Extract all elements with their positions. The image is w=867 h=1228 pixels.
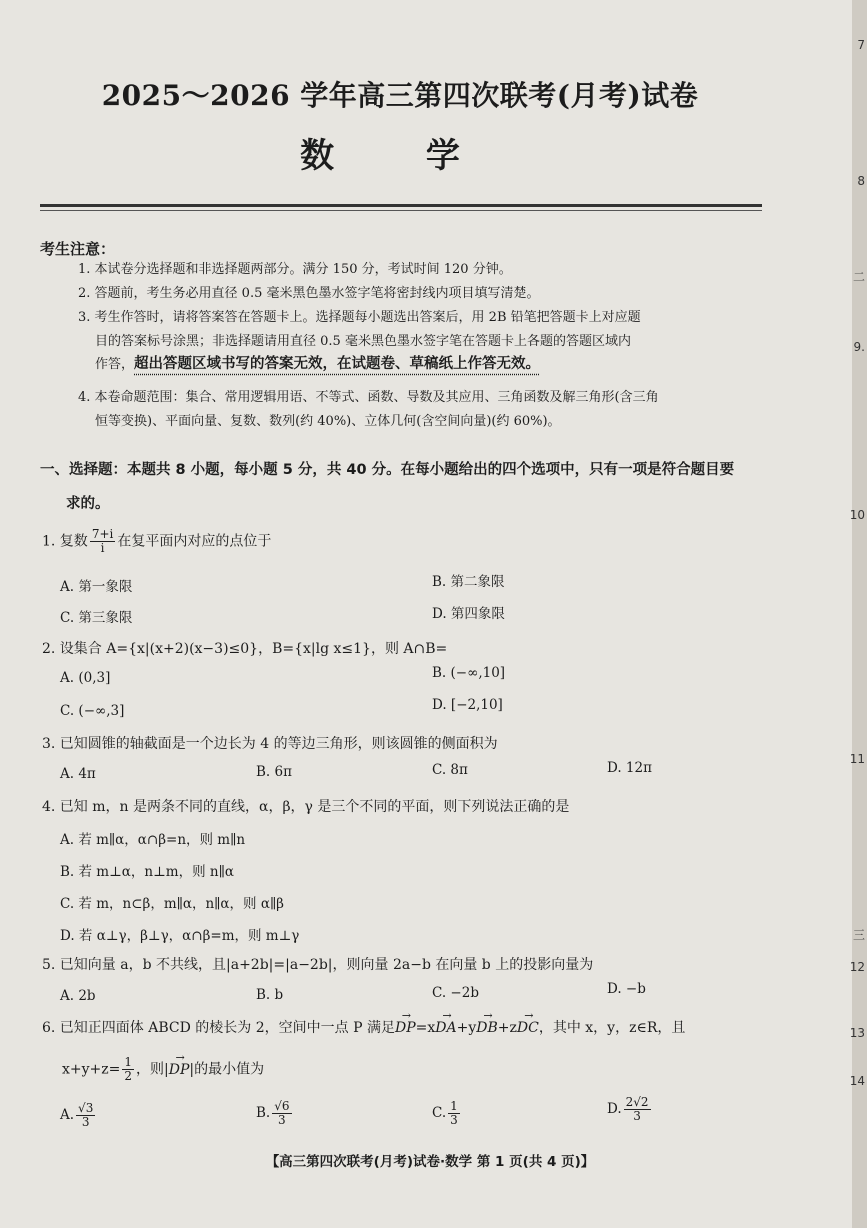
exam-subject: 数 学 <box>300 136 500 176</box>
q6-option-d: D. $\frac{2√2}{3}$ <box>607 1095 649 1123</box>
vector-dp-2: → DP <box>169 1062 190 1078</box>
notice-heading: 考生注意： <box>40 240 116 258</box>
q3-option-a: A. 4π <box>60 766 96 782</box>
vector-dp: → DP <box>395 1020 416 1036</box>
q4-option-c: C. 若 m，n⊂β，m∥α，n∥α，则 α∥β <box>60 896 284 912</box>
vector-dc: → DC <box>517 1020 539 1036</box>
exam-title: 2025～2026 学年高三第四次联考(月考)试卷 <box>101 79 699 112</box>
q6-half-fraction: $\frac{1}{2}$ <box>124 1055 133 1083</box>
edge-mark: 7 <box>857 38 865 52</box>
notice-warning: 超出答题区域书写的答案无效，在试题卷、草稿纸上作答无效。 <box>134 356 541 372</box>
page-footer: 【高三第四次联考(月考)试卷·数学 第 1 页(共 4 页)】 <box>265 1154 595 1170</box>
notice-item-1: 1. 本试卷分选择题和非选择题两部分。满分 150 分，考试时间 120 分钟。 <box>78 262 512 277</box>
notice-item-2: 2. 答题前，考生务必用直径 0.5 毫米黑色墨水签字笔将密封线内项目填写清楚。 <box>78 286 540 301</box>
edge-mark: 8 <box>857 174 865 188</box>
q4-option-b: B. 若 m⊥α，n⊥m，则 n∥α <box>60 864 234 880</box>
q6-option-b: B. $\frac{√6}{3}$ <box>256 1099 290 1127</box>
notice-item-4: 4. 本卷命题范围：集合、常用逻辑用语、不等式、函数、导数及其应用、三角函数及解三角形(含三角 <box>78 390 659 405</box>
q1-option-a: A. 第一象限 <box>60 579 133 595</box>
q1-option-d: D. 第四象限 <box>432 606 505 622</box>
section-line-2: 求的。 <box>66 496 110 512</box>
q3-option-d: D. 12π <box>607 760 652 776</box>
q1-option-c: C. 第三象限 <box>60 610 133 626</box>
q5-option-d: D. −b <box>607 981 646 997</box>
q2-option-b: B. (−∞,10] <box>432 665 506 681</box>
q1-fraction: $\frac{7+i}{i}$ <box>91 527 114 555</box>
q2-option-c: C. (−∞,3] <box>60 703 125 719</box>
section-line-1: 一、选择题：本题共 8 小题，每小题 5 分，共 40 分。在每小题给出的四个选项中，只有一项是符合题目要 <box>40 462 735 478</box>
question-6: 6. 已知正四面体 ABCD 的棱长为 2，空间中一点 P 满足→ DP=x→ DA+y→ DB+z→ DC，其中 x，y，z∈R，且 <box>42 1017 685 1037</box>
edge-mark: 13 <box>849 1026 865 1040</box>
section-heading <box>40 453 770 521</box>
edge-mark: 11 <box>849 752 865 766</box>
q3-option-b: B. 6π <box>256 764 292 780</box>
edge-mark: 12 <box>849 960 865 974</box>
vector-da: → DA <box>435 1020 456 1036</box>
question-1: 1. 复数 $\frac{7+i}{i}$ 在复平面内对应的点位于 <box>42 527 272 555</box>
q3-option-c: C. 8π <box>432 762 468 778</box>
edge-mark: 三 <box>852 928 865 942</box>
question-2: 2. 设集合 A={x|(x+2)(x−3)≤0}，B={x|lg x≤1}，则 A∩B= <box>42 641 448 657</box>
q2-option-a: A. (0,3] <box>60 670 111 686</box>
edge-mark: 14 <box>849 1074 865 1088</box>
vector-db: → DB <box>476 1020 498 1036</box>
header-rule <box>40 204 762 207</box>
notice-item-3-cont: 目的答案标号涂黑；非选择题请用直径 0.5 毫米黑色墨水签字笔在答题卡上各题的答题区域内 <box>95 334 631 349</box>
next-page-edge <box>849 0 867 1228</box>
notice-item-3: 3. 考生作答时，请将答案答在答题卡上。选择题每小题选出答案后，用 2B 铅笔把答题卡上对应题 <box>78 310 641 325</box>
notice-item-4-cont: 恒等变换)、平面向量、复数、数列(约 40%)、立体几何(含空间向量)(约 60%)。 <box>95 414 561 429</box>
question-3: 3. 已知圆锥的轴截面是一个边长为 4 的等边三角形，则该圆锥的侧面积为 <box>42 736 498 752</box>
q4-option-a: A. 若 m∥α，α∩β=n，则 m∥n <box>60 832 246 848</box>
question-5: 5. 已知向量 a，b 不共线，且|a+2b|=|a−2b|，则向量 2a−b 在向量 b 上的投影向量为 <box>42 957 594 973</box>
q5-option-c: C. −2b <box>432 985 479 1001</box>
question-6-line-2: x+y+z= $\frac{1}{2}$ ，则|→ DP|的最小值为 <box>62 1056 264 1083</box>
q2-option-d: D. [−2,10] <box>432 697 503 713</box>
notice-item-3-end: 作答，超出答题区域书写的答案无效，在试题卷、草稿纸上作答无效。 <box>95 356 541 372</box>
q4-option-d: D. 若 α⊥γ，β⊥γ，α∩β=m，则 m⊥γ <box>60 928 300 944</box>
edge-mark: 9. <box>853 340 865 354</box>
edge-mark: 二 <box>852 270 865 284</box>
q1-option-b: B. 第二象限 <box>432 574 505 590</box>
header-rule-thin <box>40 210 762 211</box>
q6-option-c: C. $\frac{1}{3}$ <box>432 1099 458 1127</box>
q5-option-b: B. b <box>256 987 284 1003</box>
question-4: 4. 已知 m，n 是两条不同的直线，α，β，γ 是三个不同的平面，则下列说法正确的是 <box>42 799 570 815</box>
q6-option-a: A. $\frac{√3}{3}$ <box>60 1101 94 1129</box>
q5-option-a: A. 2b <box>60 988 96 1004</box>
edge-mark: 10 <box>849 508 865 522</box>
